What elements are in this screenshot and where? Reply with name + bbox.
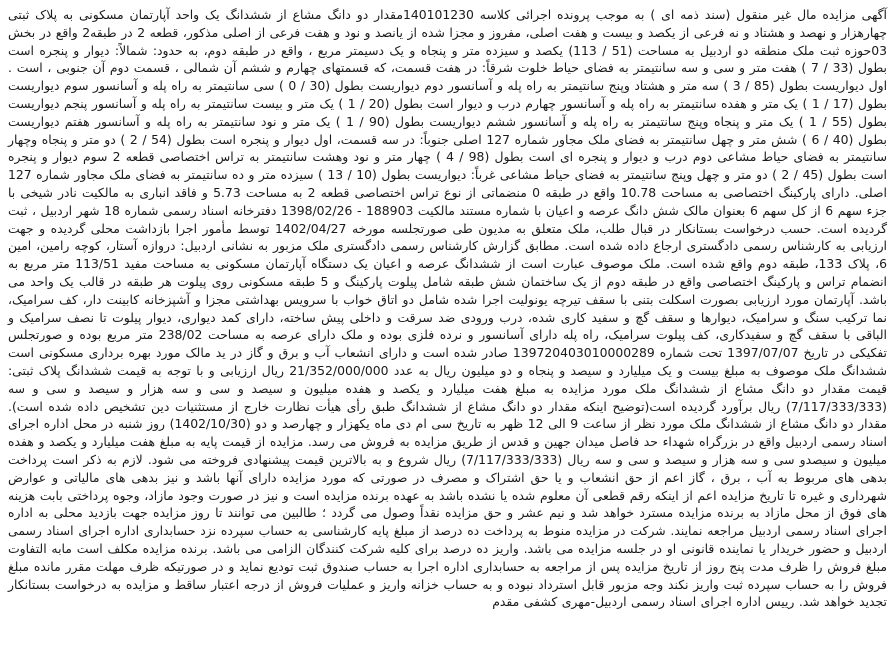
auction-notice-body: آگهی مزایده مال غیر منقول (سند ذمه ای ) به موجب پرونده اجرائی کلاسه 140101230مقدار دو دانگ مشاع از ششدانگ یک واحد آپارتمان مسکونی به پلاک ثبتی چهارهزار و نهصد و هشتاد و نه فرعی از یکصد و بیست و هفت اصلی، مفروز و مجزا شده از یانصد و نود و هفت فرعی از اصلی مذکور، قطعه 2 در طبقه2 واقع در بخش 03حوزه ثبت ملک منطقه دو اردبیل به مساحت (51 / 113) یکصد و سیزده متر و پنجاه و یک دسیمتر مربع ، واقع در طبقه دوم، به حدود: شمالاً: دیوار و پنجره است بطول (33 / 7 ) هفت متر و سی و سه سانتیمتر به فضای حیاط خلوت شرقاً: در هفت قسمت، که قسمتهای چهارم و ششم آن شمالی ، قسمت دوم آن جنوبی ، است . اول دیواریست بطول (85 / 3 ) سه متر و هشتاد وپنج سانتیمتر به راه پله و آسانسور دوم دیواریست بطول (30 / 0 ) سی سانتیمتر به راه پله و آسانسور سوم دیواریست بطول (17 / 1 ) یک متر و هفده سانتیمتر به راه پله و آسانسور چهارم درب و دیوار است بطول (20 / 1 ) یک متر و بیست سانتیمتر به راه پله و آسانسور پنجم دیواریست بطول (55 / 1 ) یک متر و پنجاه وپنج سانتیمتر به راه پله و آسانسور ششم دیواریست بطول (90 / 1 ) یک متر و نود سانتیمتر به راه پله و آسانسور هفتم دیواریست بطول (40 / 6 ) شش متر و چهل سانتیمتر به فضای ملک مجاور شماره 127 اصلی جنوباً: در سه قسمت، اول دیوار و پنجره است بطول (54 / 2 ) دو متر و پنجاه وچهار سانتیمتر به فضای حیاط مشاعی دوم درب و دیوار و پنجره ای است بطول (98 / 4 ) چهار متر و نود وهشت سانتیمتر به تراس اختصاصی قطعه 2 سوم دیوار و پنجره است بطول (45 / 2 ) دو متر و چهل وپنج سانتیمتر به فضای حیاط مشاعی غرباً: دیواریست بطول (10 / 13 ) سیزده متر و ده سانتیمتر به فضای ملک مجاور شماره 127 اصلی. دارای پارکینگ اختصاصی به مساحت 10.78 واقع در طبقه 0 منضماتی از نوع تراس اختصاصی قطعه 2 به مساحت 5.73 و فاقد انباری به مالکیت نادر شیخی با جزء سهم 6 از کل سهم 6 بعنوان مالک شش دانگ عرصه و اعیان با شماره مستند مالکیت 188903 - 1398/02/26 دفترخانه اسناد رسمی شماره 18 شهر اردبیل ، ثبت گردیده است. حسب درخواست بستانکار در قبال طلب، ملک متعلق به مدیون طی صورتجلسه مورخه 1402/04/27 توسط مأمور اجرا بازداشت محلی گردیده و جهت ارزیابی به کارشناس رسمی دادگستری ارجاع داده شده است. مطابق گزارش کارشناس رسمی دادگستری ملک مزبور به نشانی اردبیل: دروازه آستار، کوچه رامین، امین 6، پلاک 133، طبقه دوم واقع شده است. ملک موصوف عبارت است از ششدانگ عرصه و اعیان یک دستگاه آپارتمان مسکونی به مساحت مفید 113/51 متر مربع به انضمام تراس و پارکینگ اختصاصی واقع در طبقه دوم از یک ساختمان شش طبقه شامل پیلوت پارکینگ و 5 طبقه مسکونی روی پیلوت هر طبقه در قالب یک واحد می باشد. آپارتمان مورد ارزیابی بصورت اسکلت بتنی با سقف تیرچه یونولیت اجرا شده شامل دو اتاق خواب با سرویس بهداشتی مجزا و آشپزخانه کابینت دار، کف سرامیک، نما ترکیب سنگ و سرامیک، دیوارها و سقف گچ و سفید کاری شده، درب ورودی ضد سرقت و داخلی پیش ساخته، دارای کمد دیواری، دیوار پیلوت تا نصف سرامیک و الباقی با سقف گچ و سفیدکاری، کف پیلوت سرامیک، راه پله دارای آسانسور و نرده فلزی بوده و ملک دارای عرصه به مساحت 238/02 متر مربع بوده و صورتجلس تفکیکی در تاریخ 1397/07/07 تحت شماره 139720403010000289 صادر شده است و دارای انشعاب آب و برق و گاز در ید مالک مورد بهره برداری مسکونی است ششدانگ ملک موصوف به مبلغ بیست و یک میلیارد و سیصد و پنجاه و دو میلیون ریال به عدد 21/352/000/000 ریال ارزیابی و با توجه به قیمت ششدانگ پلاک ثبتی: قیمت مقدار دو دانگ مشاع از ششدانگ ملک مورد مزایده به مبلغ هفت میلیارد و یکصد و هفده میلیون و سیصد و سی و سه هزار و سیصد و سی و سه (7/117/333/333) ریال برآورد گردیده است(توضیح اینکه مقدار دو دانگ مشاع از ششدانگ طبق رأی هیأت نظارت خارج از مستثنیات دین تشخیص داده شده است). مقدار دو دانگ مشاع از ششدانگ ملک مورد نظر از ساعت 9 الی 12 ظهر به تاریخ سی ام دی ماه یکهزار و چهارصد و دو (1402/10/30) روز شنبه در محل اداره اجرای اسناد رسمی اردبیل واقع در بزرگراه شهداء حد فاصل میدان جهین و قدس از طریق مزایده به فروش می رسد. مزایده از قیمت پایه به مبلغ هفت میلیارد و یکصد و هفده میلیون و سیصدو سی و سه هزار و سیصد و سی و سه ریال (7/117/333/333) ریال شروع و به بالاترین قیمت پیشنهادی فروخته می شود. لازم به ذکر است پرداخت بدهی های مربوط به آب ، برق ، گاز اعم از حق انشعاب و یا حق اشتراک و مصرف در صورتی که مورد مزایده دارای آنها باشد و نیز بدهی های مالیاتی و عوارض شهرداری و غیره تا تاریخ مزایده اعم از اینکه رقم قطعی آن معلوم شده یا نشده باشد به عهده برنده مزایده است و نیز در صورت وجود مازاد، وجوه پرداختی بابت هزینه های فوق از محل مازاد به برنده مزایده مسترد خواهد شد و نیم عشر و حق مزایده نقداً وصول می گردد ؛ طالبین می توانند تا روز مزایده جهت بازدید محلی به اداره اجرای اسناد رسمی اردبیل مراجعه نمایند. شرکت در مزایده منوط به پرداخت ده درصد از مبلغ پایه کارشناسی به حساب سپرده نزد حسابداری اداره اجرای اسناد رسمی اردبیل و حضور خریدار یا نماینده قانونی او در جلسه مزایده می باشد. واریز ده درصد برای کلیه شرکت کنندگان الزامی می باشد. برنده مزایده مکلف است مابه التفاوت مبلغ فروش را ظرف مدت پنج روز از تاریخ مزایده پس از مراجعه به حسابداری اداره اجرا به حساب صندوق ثبت تودیع نماید و در صورتیکه ظرف مهلت مقرر مانده مبلغ فروش را به حساب سپرده ثبت واریز نکند وجه مزبور قابل استرداد نبوده و به حساب خزانه واریز و عملیات فروش از درجه اعتبار ساقط و مزایده به درخواست بستانکار تجدید خواهد شد. رییس اداره اجرای اسناد رسمی اردبیل-مهری کشفی مقدم	[8, 7, 888, 610]
